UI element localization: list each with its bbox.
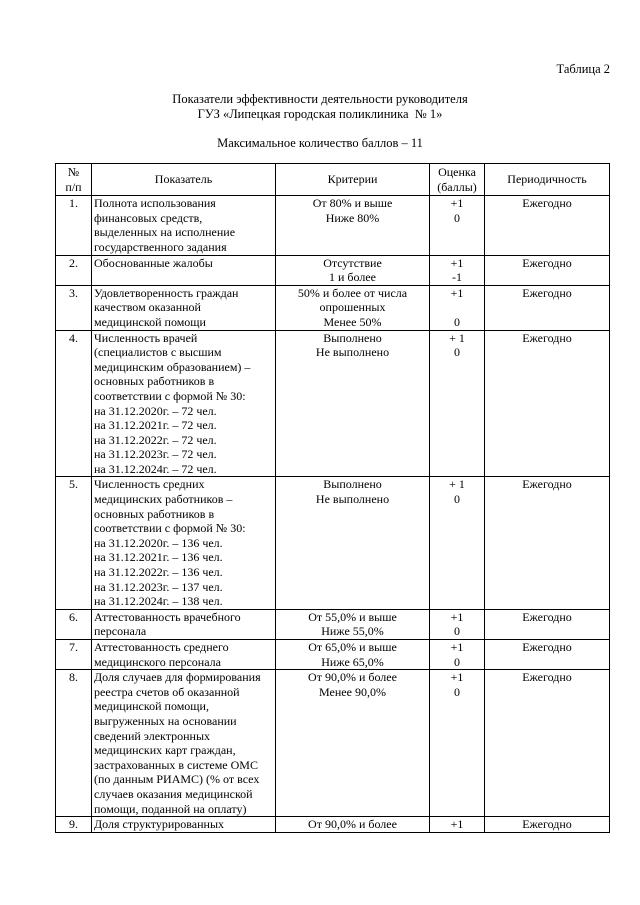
row-criteria-line: Выполнено xyxy=(323,330,382,345)
row-score xyxy=(430,477,485,609)
row-indicator-line: медицинской помощи xyxy=(94,314,206,329)
row-indicator-line: финансовых средств, xyxy=(94,210,203,225)
row-indicator-line: на 31.12.2022г. – 136 чел. xyxy=(94,565,223,580)
row-indicator xyxy=(92,640,276,670)
row-indicator-line: соответствии с формой № 30: xyxy=(94,521,246,536)
row-score-line: +1 xyxy=(450,640,464,654)
table-number-label: Таблица 2 xyxy=(556,62,610,76)
table-row xyxy=(56,670,610,817)
row-indicator-line: на 31.12.2023г. – 137 чел. xyxy=(94,579,223,594)
row-indicator-line: случаев оказания медицинской xyxy=(94,786,253,801)
row-score xyxy=(430,640,485,670)
row-score-line: + 1 xyxy=(449,330,465,345)
table-row xyxy=(56,609,610,639)
row-indicator-line: выделенных на исполнение xyxy=(94,225,236,240)
row-score xyxy=(430,285,485,330)
row-indicator xyxy=(92,817,276,833)
header-period: Периодичность xyxy=(485,164,610,196)
table-row xyxy=(56,477,610,609)
row-score-line: 0 xyxy=(454,654,460,669)
table-row xyxy=(56,285,610,330)
row-score-line: +1 xyxy=(450,255,464,270)
row-score-line: +1 xyxy=(450,670,464,685)
row-indicator-line: на 31.12.2023г. – 72 чел. xyxy=(94,447,217,462)
row-indicator-line: качеством оказанной xyxy=(94,300,201,315)
row-criteria-line: Отсутствие xyxy=(323,255,382,270)
row-indicator-line: Численность врачей xyxy=(94,330,198,345)
table-row xyxy=(56,196,610,255)
row-score-line: +1 xyxy=(450,196,464,211)
row-number: 1. xyxy=(56,196,92,255)
row-indicator-line: Доля структурированных xyxy=(94,817,225,832)
row-indicator-line: (по данным РИАМС) (% от всех xyxy=(94,772,260,787)
row-criteria-line: От 80% и выше xyxy=(312,196,393,211)
header-indicator: Показатель xyxy=(92,164,276,196)
table-body xyxy=(56,196,610,833)
row-score xyxy=(430,670,485,817)
row-criteria-line: опрошенных xyxy=(319,300,386,315)
row-score xyxy=(430,330,485,477)
row-indicator-line: на 31.12.2020г. – 136 чел. xyxy=(94,535,223,550)
row-score-line: +1 xyxy=(450,285,464,300)
row-indicator-line: застрахованных в системе ОМС xyxy=(94,757,258,772)
table-header-row xyxy=(56,164,610,196)
row-score-line: 0 xyxy=(454,492,460,507)
row-score-line: 0 xyxy=(454,314,460,329)
row-indicator-line: Численность средних xyxy=(94,477,205,492)
row-criteria xyxy=(276,255,430,285)
row-indicator-line: помощи, поданной на оплату) xyxy=(94,801,247,816)
row-criteria-line: От 90,0% и более xyxy=(308,817,397,832)
row-period: Ежегодно xyxy=(485,477,610,609)
row-indicator-line: Удовлетворенность граждан xyxy=(94,285,239,300)
row-period: Ежегодно xyxy=(485,285,610,330)
row-criteria-line: Ниже 65,0% xyxy=(321,654,384,669)
row-indicator-line: сведений электронных xyxy=(94,728,211,743)
row-number: 3. xyxy=(56,285,92,330)
row-indicator xyxy=(92,330,276,477)
header-score-line: (баллы) xyxy=(437,179,477,194)
row-criteria-line: Ниже 80% xyxy=(325,210,380,225)
header-criteria: Критерии xyxy=(276,164,430,196)
row-number: 5. xyxy=(56,477,92,609)
row-period: Ежегодно xyxy=(485,255,610,285)
row-score-line: 0 xyxy=(454,624,460,639)
row-criteria xyxy=(276,196,430,255)
header-number-line: № xyxy=(67,165,80,179)
max-score-caption: Максимальное количество баллов – 11 xyxy=(217,136,423,150)
row-criteria-line: От 90,0% и более xyxy=(308,670,397,685)
header-score-line: Оценка xyxy=(438,165,476,179)
row-score xyxy=(430,817,485,833)
table-row xyxy=(56,640,610,670)
row-indicator-line: реестра счетов об оказанной xyxy=(94,684,240,699)
row-criteria-line: Менее 50% xyxy=(323,314,382,329)
row-number: 4. xyxy=(56,330,92,477)
row-criteria xyxy=(276,477,430,609)
row-indicator-line: основных работников в xyxy=(94,506,215,521)
row-score xyxy=(430,255,485,285)
row-criteria-line: От 55,0% и выше xyxy=(308,609,397,624)
row-period: Ежегодно xyxy=(485,670,610,817)
row-indicator-line: медицинских работников – xyxy=(94,492,233,507)
row-indicator-line: Аттестованность врачебного xyxy=(94,609,241,624)
row-score-line xyxy=(432,300,482,315)
row-criteria xyxy=(276,670,430,817)
row-criteria-line: Менее 90,0% xyxy=(319,684,386,699)
row-criteria-line: 50% и более от числа xyxy=(297,285,408,300)
row-indicator-line: на 31.12.2022г. – 72 чел. xyxy=(94,432,217,447)
row-number: 9. xyxy=(56,817,92,833)
row-indicator-line: медицинских карт граждан, xyxy=(94,743,236,758)
row-indicator-line: государственного задания xyxy=(94,239,227,254)
row-criteria-line: Не выполнено xyxy=(315,345,390,360)
row-criteria xyxy=(276,285,430,330)
row-indicator-line: основных работников в xyxy=(94,374,215,389)
row-indicator-line: Доля случаев для формирования xyxy=(94,670,261,685)
row-score xyxy=(430,609,485,639)
table-row xyxy=(56,817,610,833)
row-indicator xyxy=(92,477,276,609)
row-indicator-line: персонала xyxy=(94,624,147,639)
row-indicator xyxy=(92,196,276,255)
row-indicator-line: медицинской помощи, xyxy=(94,699,209,714)
row-indicator xyxy=(92,670,276,817)
row-criteria xyxy=(276,640,430,670)
row-period: Ежегодно xyxy=(485,609,610,639)
row-indicator-line: (специалистов с высшим xyxy=(94,345,222,360)
row-number: 6. xyxy=(56,609,92,639)
row-indicator-line: на 31.12.2021г. – 136 чел. xyxy=(94,550,223,565)
row-period: Ежегодно xyxy=(485,640,610,670)
row-score-line: 0 xyxy=(454,210,460,225)
row-indicator-line: Полнота использования xyxy=(94,196,216,211)
row-score-line: 0 xyxy=(454,345,460,360)
row-indicator-line: на 31.12.2024г. – 138 чел. xyxy=(94,594,223,609)
row-criteria-line: От 65,0% и выше xyxy=(308,640,397,654)
row-criteria xyxy=(276,609,430,639)
row-criteria-line: 1 и более xyxy=(328,270,376,285)
header-number-line: п/п xyxy=(65,179,82,194)
heading-line-2: ГУЗ «Липецкая городская поликлиника № 1» xyxy=(197,107,443,121)
header-number xyxy=(56,164,92,196)
row-criteria xyxy=(276,330,430,477)
row-score xyxy=(430,196,485,255)
document-heading xyxy=(0,92,640,122)
row-period: Ежегодно xyxy=(485,817,610,833)
row-score-line: +1 xyxy=(450,609,464,624)
row-indicator-line: медицинским образованием) – xyxy=(94,359,251,374)
row-indicator-line: Аттестованность среднего xyxy=(94,640,229,654)
row-score-line: +1 xyxy=(450,817,464,832)
row-score-line: + 1 xyxy=(449,477,465,492)
row-criteria-line: Ниже 55,0% xyxy=(321,624,384,639)
row-score-line: -1 xyxy=(452,270,462,285)
row-criteria xyxy=(276,817,430,833)
row-number: 8. xyxy=(56,670,92,817)
row-number: 2. xyxy=(56,255,92,285)
header-score xyxy=(430,164,485,196)
indicators-table xyxy=(55,163,610,833)
row-indicator-line: выгруженных на основании xyxy=(94,713,237,728)
row-indicator xyxy=(92,285,276,330)
row-indicator-line: на 31.12.2021г. – 72 чел. xyxy=(94,418,217,433)
row-indicator-line: медицинского персонала xyxy=(94,654,221,669)
table-row xyxy=(56,330,610,477)
row-score-line: 0 xyxy=(454,684,460,699)
row-indicator-line: на 31.12.2024г. – 72 чел. xyxy=(94,461,217,476)
row-indicator-line: на 31.12.2020г. – 72 чел. xyxy=(94,403,217,418)
row-indicator-line: Обоснованные жалобы xyxy=(94,255,213,270)
row-period: Ежегодно xyxy=(485,196,610,255)
row-indicator-line: соответствии с формой № 30: xyxy=(94,388,246,403)
row-period: Ежегодно xyxy=(485,330,610,477)
row-criteria-line: Не выполнено xyxy=(315,492,390,507)
table-row xyxy=(56,255,610,285)
row-number: 7. xyxy=(56,640,92,670)
row-criteria-line: Выполнено xyxy=(323,477,382,492)
heading-line-1: Показатели эффективности деятельности руководителя xyxy=(172,92,468,106)
row-indicator xyxy=(92,609,276,639)
row-indicator xyxy=(92,255,276,285)
